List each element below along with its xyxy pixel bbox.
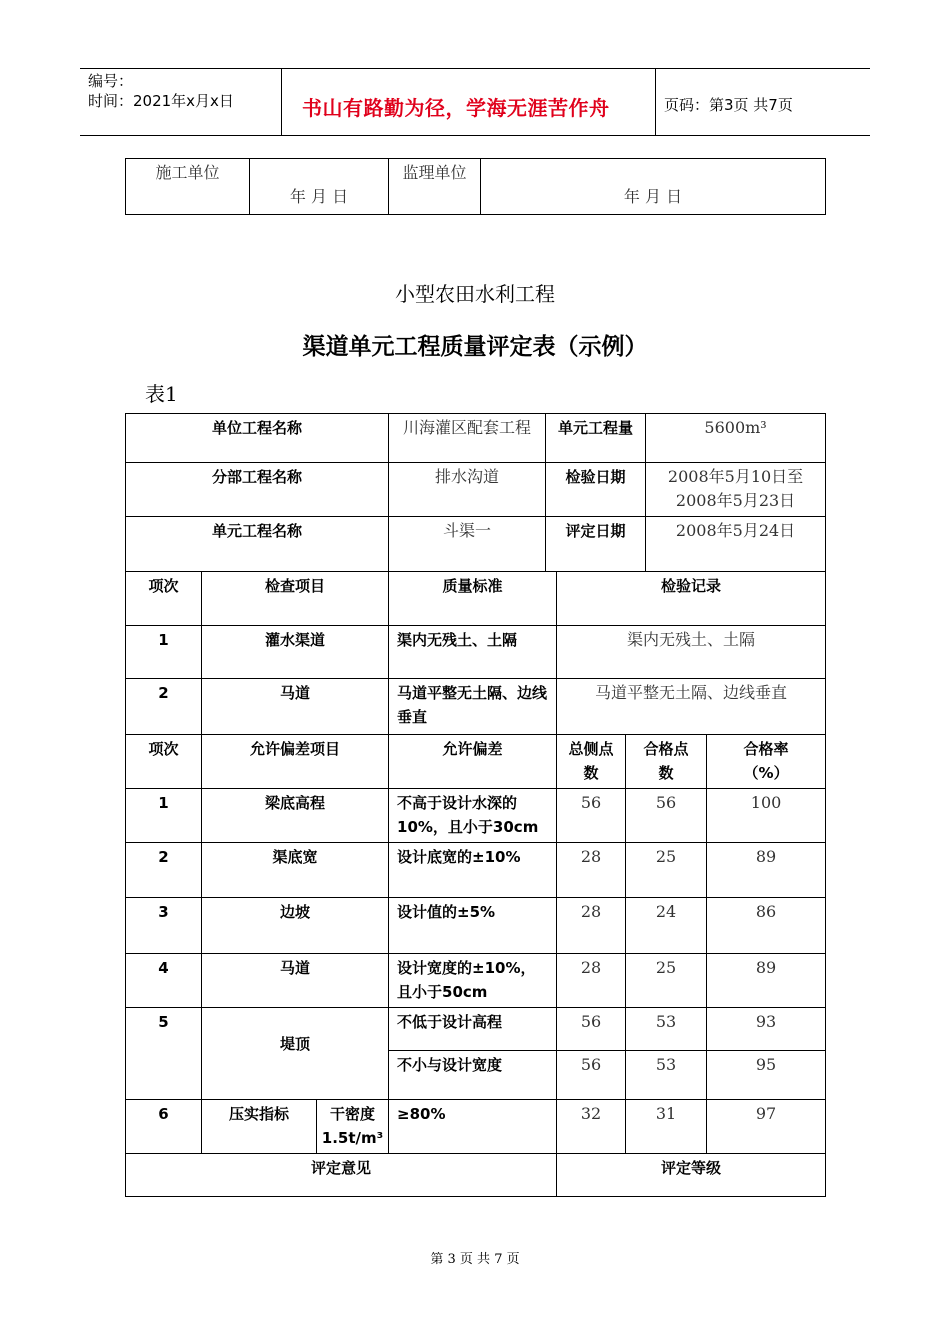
header-number-label: 编号： bbox=[88, 72, 134, 90]
construction-unit-label: 施工单位 bbox=[126, 159, 250, 215]
deviation-no: 5 bbox=[126, 1008, 202, 1100]
info-row bbox=[126, 463, 826, 517]
deviation-tolerance: 不低于设计高程 bbox=[389, 1008, 557, 1051]
check-header-row bbox=[126, 572, 826, 626]
check-standard: 渠内无残土、土隔 bbox=[389, 626, 557, 679]
element-name: 斗渠一 bbox=[389, 517, 546, 572]
check-header-no: 项次 bbox=[126, 572, 202, 626]
table-row bbox=[126, 679, 826, 735]
table-row bbox=[126, 626, 826, 679]
deviation-no: 1 bbox=[126, 789, 202, 843]
header-divider-left bbox=[281, 68, 282, 136]
page-footer: 第 3 页 共 7 页 bbox=[430, 1252, 520, 1267]
deviation-no: 2 bbox=[126, 843, 202, 898]
signature-table bbox=[125, 158, 826, 215]
deviation-pass: 31 bbox=[626, 1100, 707, 1154]
deviation-pass: 25 bbox=[626, 843, 707, 898]
header-page-label: 页码：第3页 共7页 bbox=[664, 96, 793, 114]
evaluation-date-label: 评定日期 bbox=[546, 517, 646, 572]
deviation-tolerance: 设计底宽的±10% bbox=[389, 843, 557, 898]
deviation-item: 边坡 bbox=[202, 898, 389, 954]
deviation-rate: 86 bbox=[707, 898, 826, 954]
evaluation-footer-row bbox=[126, 1154, 826, 1197]
deviation-pass: 24 bbox=[626, 898, 707, 954]
deviation-header-pass: 合格点 数 bbox=[626, 735, 707, 789]
deviation-rate: 93 bbox=[707, 1008, 826, 1051]
table-row bbox=[126, 843, 826, 898]
deviation-no: 4 bbox=[126, 954, 202, 1008]
table-number: 表1 bbox=[145, 382, 178, 406]
deviation-total: 56 bbox=[557, 1008, 626, 1051]
deviation-pass: 56 bbox=[626, 789, 707, 843]
element-quantity: 5600m³ bbox=[646, 414, 826, 463]
division-name: 排水沟道 bbox=[389, 463, 546, 517]
check-no: 2 bbox=[126, 679, 202, 735]
evaluation-table bbox=[125, 413, 826, 1197]
check-item: 马道 bbox=[202, 679, 389, 735]
check-record: 马道平整无土隔、边线垂直 bbox=[557, 679, 826, 735]
inspection-date-label: 检验日期 bbox=[546, 463, 646, 517]
check-no: 1 bbox=[126, 626, 202, 679]
check-header-standard: 质量标准 bbox=[389, 572, 557, 626]
deviation-item: 马道 bbox=[202, 954, 389, 1008]
deviation-no: 3 bbox=[126, 898, 202, 954]
deviation-item: 梁底高程 bbox=[202, 789, 389, 843]
deviation-rate: 97 bbox=[707, 1100, 826, 1154]
inspection-date: 2008年5月10日至 2008年5月23日 bbox=[646, 463, 826, 517]
deviation-header-row bbox=[126, 735, 826, 789]
deviation-header-rate: 合格率 （%） bbox=[707, 735, 826, 789]
table-row bbox=[126, 954, 826, 1008]
check-record: 渠内无残土、土隔 bbox=[557, 626, 826, 679]
check-item: 灌水渠道 bbox=[202, 626, 389, 679]
deviation-pass: 53 bbox=[626, 1008, 707, 1051]
deviation-tolerance: 不小与设计宽度 bbox=[389, 1051, 557, 1100]
deviation-header-tolerance: 允许偏差 bbox=[389, 735, 557, 789]
table-row bbox=[126, 1008, 826, 1051]
evaluation-date: 2008年5月24日 bbox=[646, 517, 826, 572]
header-bottom-rule bbox=[80, 135, 870, 136]
deviation-total: 56 bbox=[557, 1051, 626, 1100]
unit-project-name-label: 单位工程名称 bbox=[126, 414, 389, 463]
table-row bbox=[126, 1100, 826, 1154]
evaluation-opinion-label: 评定意见 bbox=[126, 1154, 557, 1197]
deviation-sub-item: 干密度 1.5t/m³ bbox=[317, 1100, 389, 1154]
supervision-unit-label: 监理单位 bbox=[389, 159, 481, 215]
construction-date: 年 月 日 bbox=[250, 159, 389, 215]
header-time-label: 时间：2021年x月x日 bbox=[88, 92, 234, 110]
header-divider-right bbox=[655, 68, 656, 136]
deviation-item: 堤顶 bbox=[202, 1008, 389, 1100]
deviation-total: 28 bbox=[557, 843, 626, 898]
check-header-item: 检查项目 bbox=[202, 572, 389, 626]
header-top-rule bbox=[80, 68, 870, 69]
deviation-total: 28 bbox=[557, 898, 626, 954]
element-name-label: 单元工程名称 bbox=[126, 517, 389, 572]
deviation-total: 28 bbox=[557, 954, 626, 1008]
deviation-rate: 89 bbox=[707, 954, 826, 1008]
deviation-pass: 25 bbox=[626, 954, 707, 1008]
division-name-label: 分部工程名称 bbox=[126, 463, 389, 517]
supervision-date: 年 月 日 bbox=[481, 159, 826, 215]
info-row bbox=[126, 517, 826, 572]
deviation-no: 6 bbox=[126, 1100, 202, 1154]
deviation-rate: 95 bbox=[707, 1051, 826, 1100]
table-row bbox=[126, 789, 826, 843]
deviation-tolerance: 不高于设计水深的10%，且小于30cm bbox=[389, 789, 557, 843]
deviation-header-item: 允许偏差项目 bbox=[202, 735, 389, 789]
check-standard: 马道平整无土隔、边线垂直 bbox=[389, 679, 557, 735]
deviation-rate: 100 bbox=[707, 789, 826, 843]
table-row bbox=[126, 898, 826, 954]
deviation-header-total: 总侧点 数 bbox=[557, 735, 626, 789]
check-header-record: 检验记录 bbox=[557, 572, 826, 626]
deviation-tolerance: 设计值的±5% bbox=[389, 898, 557, 954]
unit-project-name: 川海灌区配套工程 bbox=[389, 414, 546, 463]
deviation-pass: 53 bbox=[626, 1051, 707, 1100]
info-row bbox=[126, 414, 826, 463]
document-subtitle: 小型农田水利工程 bbox=[395, 282, 555, 306]
deviation-tolerance: ≥80% bbox=[389, 1100, 557, 1154]
deviation-header-no: 项次 bbox=[126, 735, 202, 789]
deviation-tolerance: 设计宽度的±10%，且小于50cm bbox=[389, 954, 557, 1008]
deviation-total: 56 bbox=[557, 789, 626, 843]
deviation-item: 渠底宽 bbox=[202, 843, 389, 898]
element-quantity-label: 单元工程量 bbox=[546, 414, 646, 463]
header-slogan: 书山有路勤为径，学海无涯苦作舟 bbox=[302, 96, 610, 120]
document-title: 渠道单元工程质量评定表（示例） bbox=[302, 334, 648, 360]
deviation-total: 32 bbox=[557, 1100, 626, 1154]
deviation-rate: 89 bbox=[707, 843, 826, 898]
deviation-item: 压实指标 bbox=[202, 1100, 317, 1154]
evaluation-grade-label: 评定等级 bbox=[557, 1154, 826, 1197]
